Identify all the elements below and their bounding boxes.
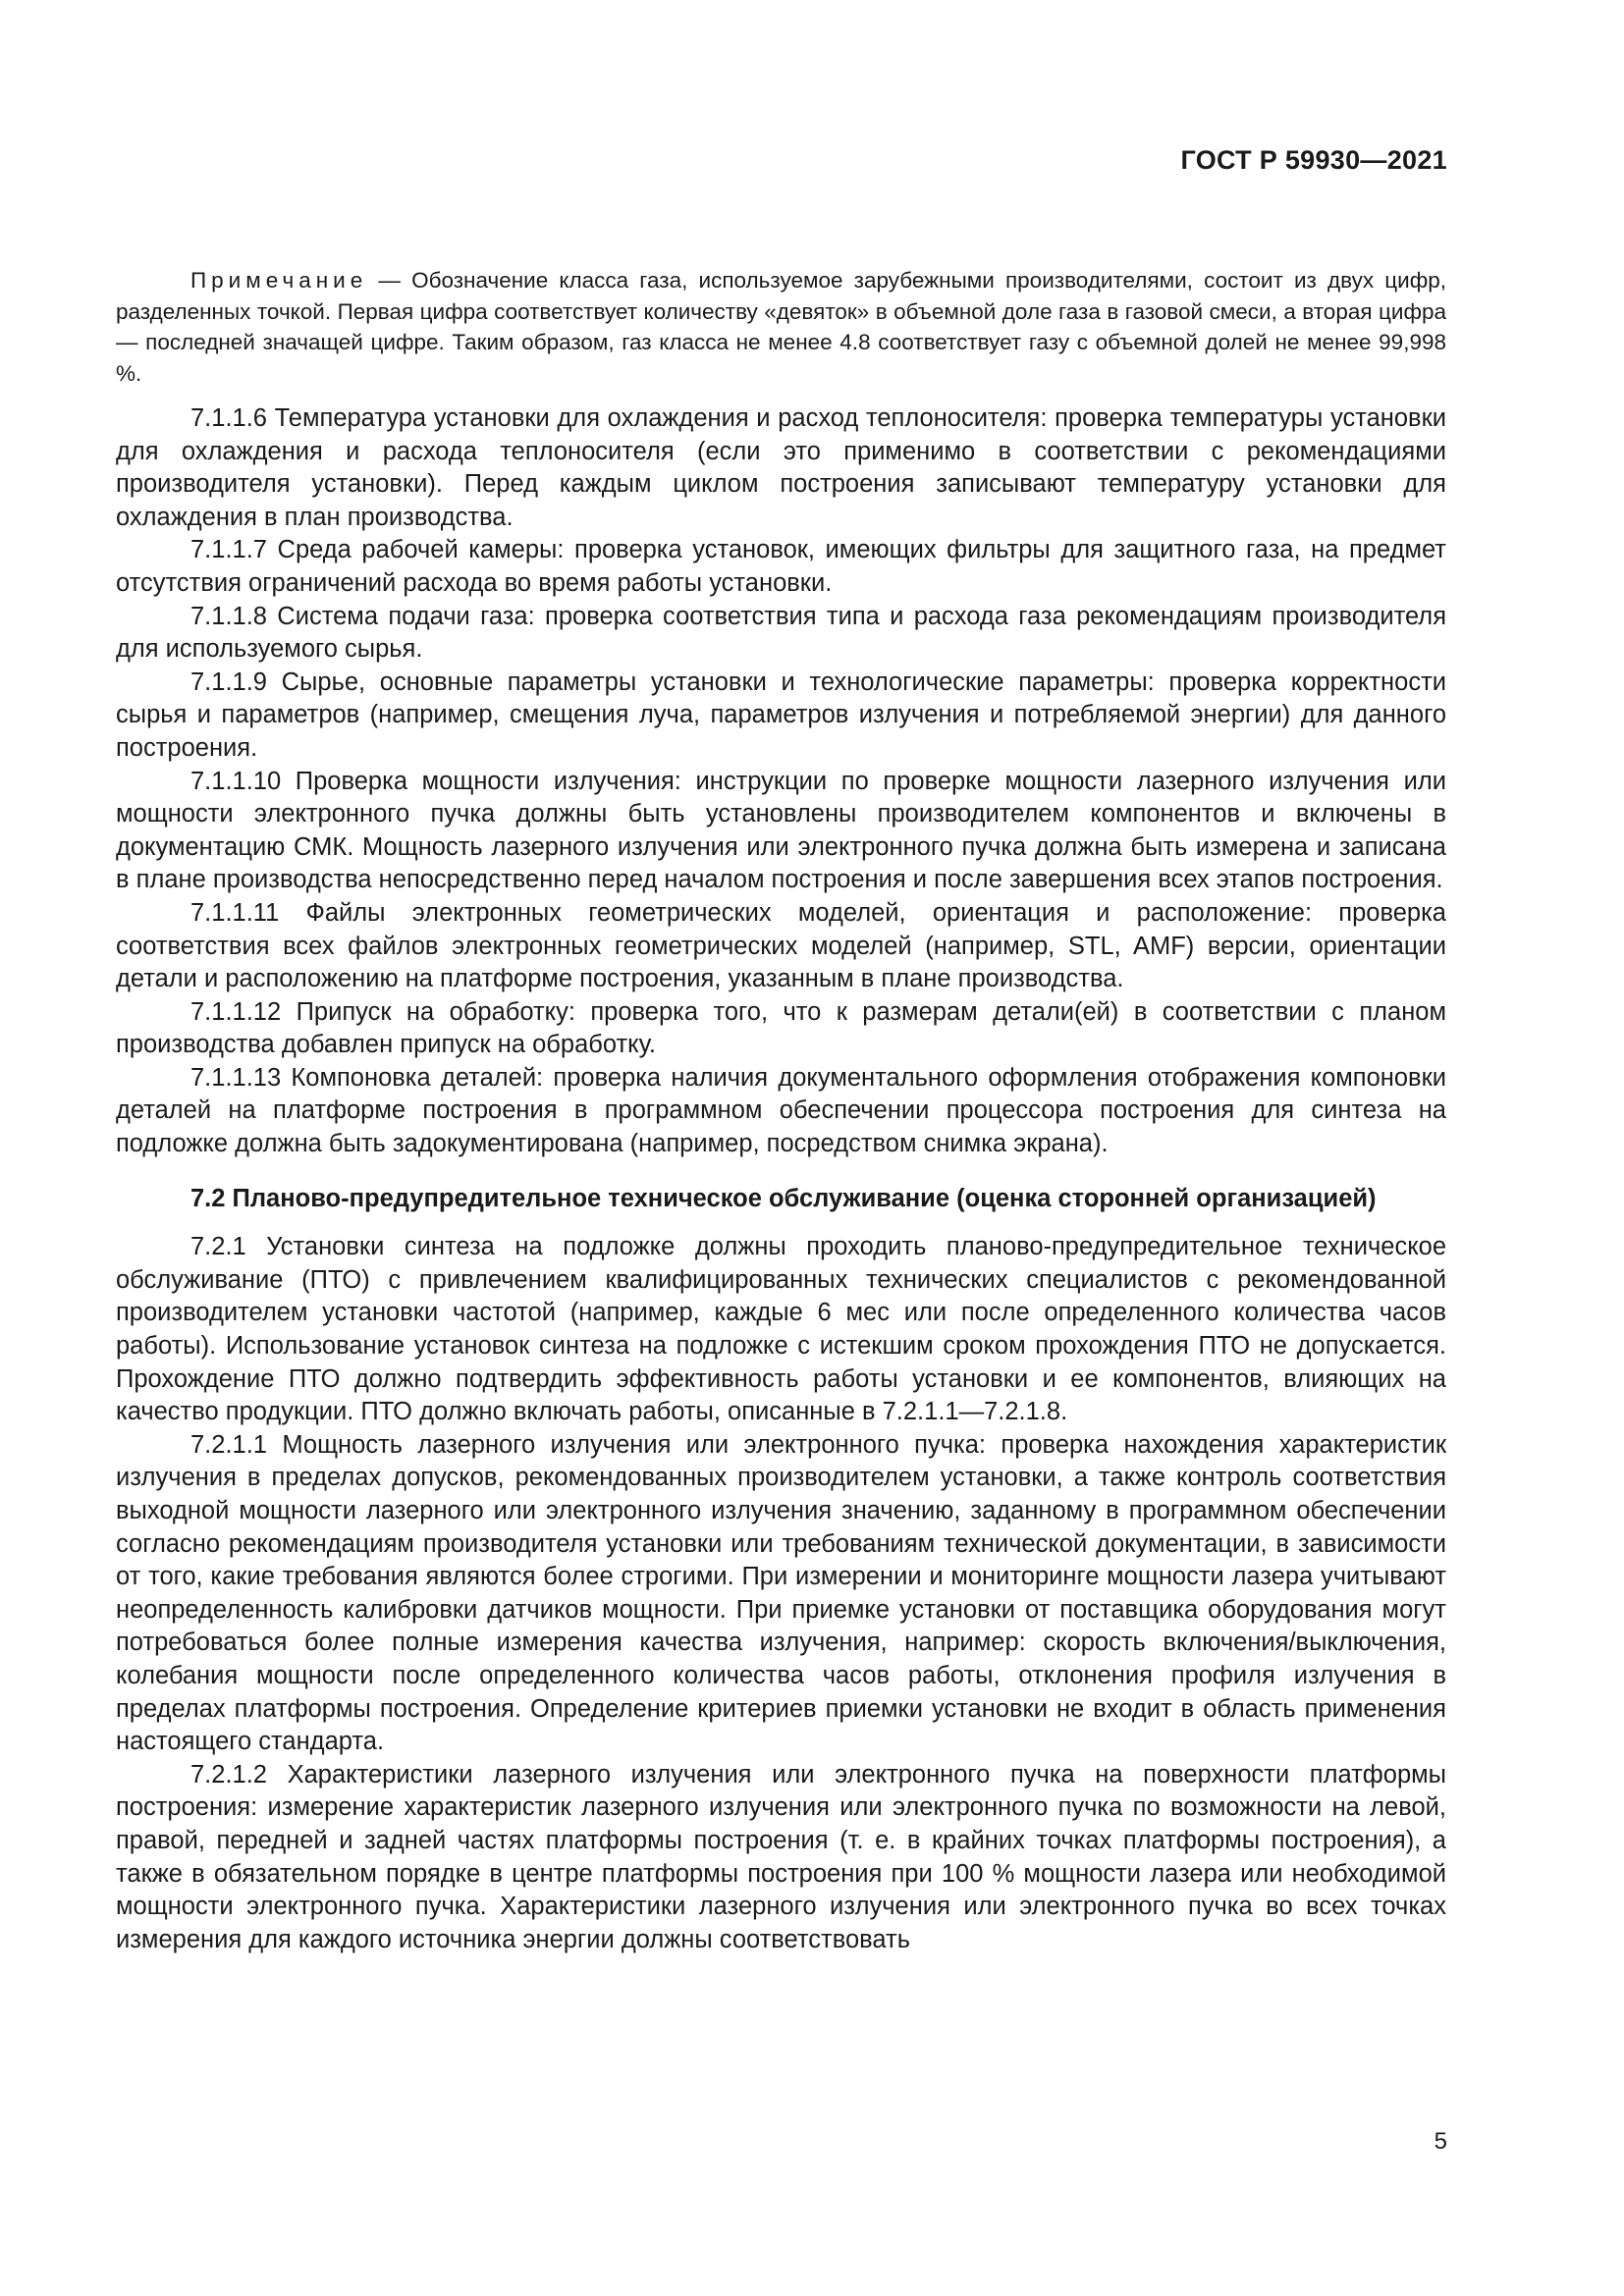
note-paragraph [116,265,1446,389]
paragraph-7-1-1-7: 7.1.1.7 Среда рабочей камеры: проверка установок, имеющих фильтры для защитного газа, на предмет отсутствия ограничений расхода во время работы установки. [116,536,1446,597]
paragraph-7-1-1-13: 7.1.1.13 Компоновка деталей: проверка наличия документального оформления отображения компоновки деталей на платформе построения в программном обеспечении процессора построения для синтеза на подложке должна быть задокументирована (например, посредством снимка экрана). [116,1063,1446,1158]
note-label: Примечание [190,268,368,293]
paragraph-7-2-1: 7.2.1 Установки синтеза на подложке должны проходить планово-предупредительное техническое обслуживание (ПТО) с привлечением квалифицированных технических специалистов с рекомендованной производителем установки частотой (например, каждые 6 мес или после определенного количества часов работы). Использование установок синтеза на подложке с истекшим сроком прохождения ПТО не допускается. Прохождение ПТО должно подтвердить эффективность работы установки и ее компонентов, влияющих на качество продукции. ПТО должно включать работы, описанные в 7.2.1.1—7.2.1.8. [116,1233,1446,1426]
page-number: 5 [1434,2128,1447,2155]
page-content [116,265,1446,1956]
note-text: — Обозначение класса газа, используемое зарубежными производителями, состоит из двух цифр, разделенных точкой. Первая цифра соответствует количеству «девяток» в объемной доле газа в газовой смеси, а вторая цифра — последней значащей цифре. Таким образом, газ класса не менее 4.8 соответствует газу с объемной долей не менее 99,998 %. [116,268,1446,386]
paragraph-7-1-1-10: 7.1.1.10 Проверка мощности излучения: инструкции по проверке мощности лазерного излучения или мощности электронного пучка должны быть установлены производителем компонентов и включены в документацию СМК. Мощность лазерного излучения или электронного пучка должна быть измерена и записана в плане производства непосредственно перед началом построения и после завершения всех этапов построения. [116,767,1446,894]
paragraph-7-2-1-1: 7.2.1.1 Мощность лазерного излучения или электронного пучка: проверка нахождения характеристик излучения в пределах допусков, рекомендованных производителем установки, а также контроль соответствия выходной мощности лазерного или электронного излучения значению, заданному в программном обеспечении согласно рекомендациям производителя установки или требованиям технической документации, в зависимости от того, какие требования являются более строгими. При измерении и мониторинге мощности лазера учитывают неопределенность калибровки датчиков мощности. При приемке установки от поставщика оборудования могут потребоваться более полные измерения качества излучения, например: скорость включения/выключения, колебания мощности после определенного количества часов работы, отклонения профиля излучения в пределах платформы построения. Определение критериев приемки установки не входит в область применения настоящего стандарта. [116,1430,1446,1756]
paragraph-7-1-1-12: 7.1.1.12 Припуск на обработку: проверка того, что к размерам детали(ей) в соответствии с планом производства добавлен припуск на обработку. [116,997,1446,1059]
document-code: ГОСТ Р 59930—2021 [1180,145,1447,175]
paragraph-7-2-1-2: 7.2.1.2 Характеристики лазерного излучения или электронного пучка на поверхности платформы построения: измерение характеристик лазерного излучения или электронного пучка по возможности на левой, правой, передней и задней частях платформы построения (т. е. в крайних точках платформы построения), а также в обязательном порядке в центре платформы построения при 100 % мощности лазера или необходимой мощности электронного пучка. Характеристики лазерного излучения или электронного пучка во всех точках измерения для каждого источника энергии должны соответствовать [116,1760,1446,1953]
paragraph-7-1-1-8: 7.1.1.8 Система подачи газа: проверка соответствия типа и расхода газа рекомендациям производителя для используемого сырья. [116,602,1446,664]
paragraph-7-1-1-6: 7.1.1.6 Температура установки для охлаждения и расход теплоносителя: проверка температуры установки для охлаждения и расхода теплоносителя (если это применимо в соответствии с рекомендациями производителя установки). Перед каждым циклом построения записывают температуру установки для охлаждения в план производства. [116,404,1446,531]
section-title-7-2: 7.2 Планово-предупредительное техническое обслуживание (оценка сторонней организацией) [190,1184,1377,1212]
paragraph-7-1-1-9: 7.1.1.9 Сырье, основные параметры установки и технологические параметры: проверка корректности сырья и параметров (например, смещения луча, параметров излучения и потребляемой энергии) для данного построения. [116,667,1446,762]
paragraph-7-1-1-11: 7.1.1.11 Файлы электронных геометрических моделей, ориентация и расположение: проверка соответствия всех файлов электронных геометрических моделей (например, STL, AMF) версии, ориентации детали и расположению на платформе построения, указанным в плане производства. [116,898,1446,993]
